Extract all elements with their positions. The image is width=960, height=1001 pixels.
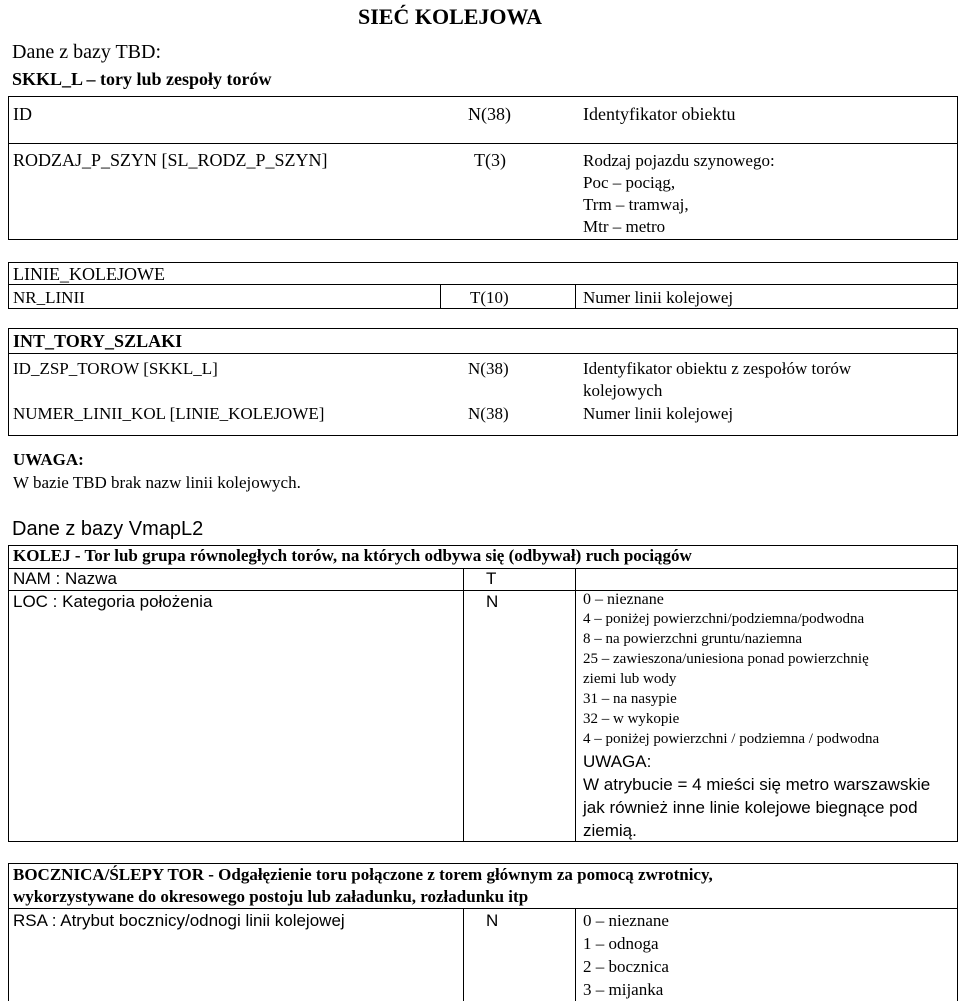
field-desc: Identyfikator obiektu z zespołów torów [583,359,852,378]
vmap-heading: Dane z bazy VmapL2 [12,518,204,540]
field-type: T(3) [474,150,506,170]
loc-note-line: jak również inne linie kolejowe biegnące pod [583,798,918,817]
field-type: N(38) [468,104,511,124]
table-border-right [957,143,958,239]
field-type: N(38) [468,359,509,378]
field-name: NAM : Nazwa [13,569,117,588]
field-name: ID_ZSP_TOROW [SKKL_L] [13,359,218,378]
table-border-left [8,143,9,239]
bocznica-class-title-cont: wykorzystywane do okresowego postoju lub załadunku, rozładunku itp [13,887,529,906]
table-border-left [8,863,9,1001]
field-name: ID [13,104,32,124]
table-divider [8,353,958,354]
loc-note-line: W atrybucie = 4 mieści się metro warszawskie [583,775,931,794]
field-desc: Rodzaj pojazdu szynowego: [583,151,775,170]
column-divider [575,284,576,309]
field-desc: 32 – w wykopie [583,711,680,727]
loc-note-line: ziemią. [583,821,637,840]
field-desc: Mtr – metro [583,217,666,236]
table-border-left [8,328,9,436]
field-type: N(38) [468,404,509,423]
note-text: W bazie TBD brak nazw linii kolejowych. [13,473,301,492]
table-divider [8,568,958,569]
column-divider [463,908,464,1001]
field-desc: Numer linii kolejowej [583,288,734,307]
table-divider [8,284,958,285]
field-desc: 2 – bocznica [583,957,669,976]
field-desc: 4 – poniżej powierzchni / podziemna / podwodna [583,731,880,747]
field-type: T(10) [470,288,509,307]
field-desc: Trm – tramwaj, [583,195,689,214]
kolej-class-title: KOLEJ - Tor lub grupa równoległych torów, na których odbywa się (odbywał) ruch pociągów [13,546,692,565]
column-divider [575,908,576,1001]
field-desc: Identyfikator obiektu [583,104,736,124]
table-divider [8,590,958,591]
table-border-top [8,262,958,263]
table-divider [8,143,958,144]
loc-note-label: UWAGA: [583,752,652,771]
field-desc: Numer linii kolejowej [583,404,734,423]
field-desc: 0 – nieznane [583,911,669,930]
field-desc: 0 – nieznane [583,591,664,608]
note-label: UWAGA: [13,450,84,469]
table-border-left [8,262,9,309]
table-border-bottom [8,841,958,842]
page-title: SIEĆ KOLEJOWA [358,4,542,29]
table-border-bottom [8,308,958,309]
field-desc: kolejowych [583,381,663,400]
field-desc: 25 – zawieszona/uniesiona ponad powierzchnię [583,651,869,667]
field-desc: 8 – na powierzchni gruntu/naziemna [583,631,803,647]
table-border-bottom [8,435,958,436]
field-type: N [486,911,499,930]
tbd-heading: Dane z bazy TBD: [12,41,162,63]
field-desc: ziemi lub wody [583,671,677,687]
field-desc: 3 – mijanka [583,980,664,999]
field-desc: Poc – pociąg, [583,173,676,192]
field-name: NUMER_LINII_KOL [LINIE_KOLEJOWE] [13,404,325,423]
field-name: RSA : Atrybut bocznicy/odnogi linii kolejowej [13,911,345,930]
field-desc: 31 – na nasypie [583,691,677,707]
column-divider [575,568,576,842]
table-border-top [8,96,958,97]
field-name: RODZAJ_P_SZYN [SL_RODZ_P_SZYN] [13,150,328,170]
field-desc: 4 – poniżej powierzchni/podziemna/podwodna [583,611,865,627]
table-border-top [8,328,958,329]
table-border-right [957,96,958,144]
linie-class-title: LINIE_KOLEJOWE [13,264,165,284]
table-border-top [8,863,958,864]
column-divider [440,284,441,309]
table-border-left [8,96,9,144]
table-border-right [957,863,958,1001]
field-name: LOC : Kategoria położenia [13,592,213,611]
column-divider [463,568,464,842]
field-type: N [486,592,499,611]
field-name: NR_LINII [13,288,85,307]
table-border-right [957,328,958,436]
table-border-bottom [8,239,958,240]
field-desc: 1 – odnoga [583,934,659,953]
bocznica-class-title: BOCZNICA/ŚLEPY TOR - Odgałęzienie toru połączone z torem głównym za pomocą zwrotnicy, [13,865,713,884]
table-border-right [957,262,958,309]
field-type: T [486,569,497,588]
int-tory-class-title: INT_TORY_SZLAKI [13,331,183,351]
table-divider [8,908,958,909]
skkl-class-title: SKKL_L – tory lub zespoły torów [12,69,272,89]
